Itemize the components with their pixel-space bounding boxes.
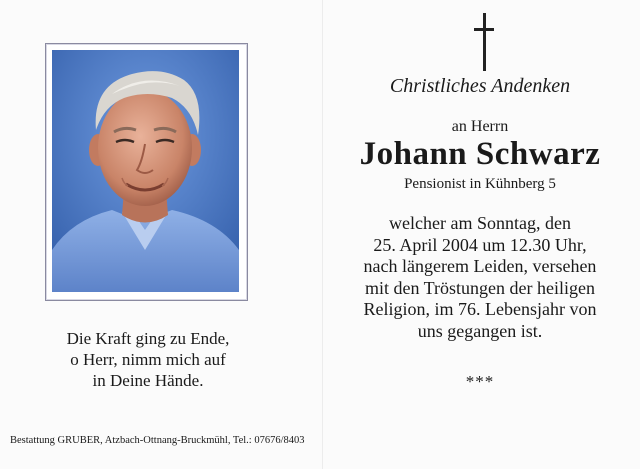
cross-icon [474,13,494,71]
obituary-line: welcher am Sonntag, den [389,213,571,233]
verse [20,328,276,391]
funeral-home-footer: Bestattung GRUBER, Atzbach-Ottnang-Bruckmühl, Tel.: 07676/8403 [10,435,305,446]
portrait-photo [52,50,239,292]
obituary-line: Religion, im 76. Lebensjahr von [363,299,597,319]
verse-line: in Deine Hände. [92,371,204,390]
deceased-name: Johann Schwarz [359,136,601,172]
portrait-illustration [52,50,239,292]
occupation-address: Pensionist in Kühnberg 5 [404,176,556,192]
obituary-line: 25. April 2004 um 12.30 Uhr, [373,234,587,255]
verse-line: o Herr, nimm mich auf [70,350,226,369]
obituary-line: mit den Tröstungen der heiligen [365,277,595,298]
verse-line: Die Kraft ging zu Ende, [66,329,230,348]
salutation: an Herrn [451,118,509,135]
card-heading: Christliches Andenken [389,75,571,97]
obituary-line: nach längerem Leiden, versehen [363,256,597,276]
obituary-text [330,213,630,342]
photo-frame [45,43,248,301]
obituary-line: uns gegangen ist. [417,320,543,341]
separator-stars: *** [465,372,495,391]
fold-divider [322,0,323,469]
